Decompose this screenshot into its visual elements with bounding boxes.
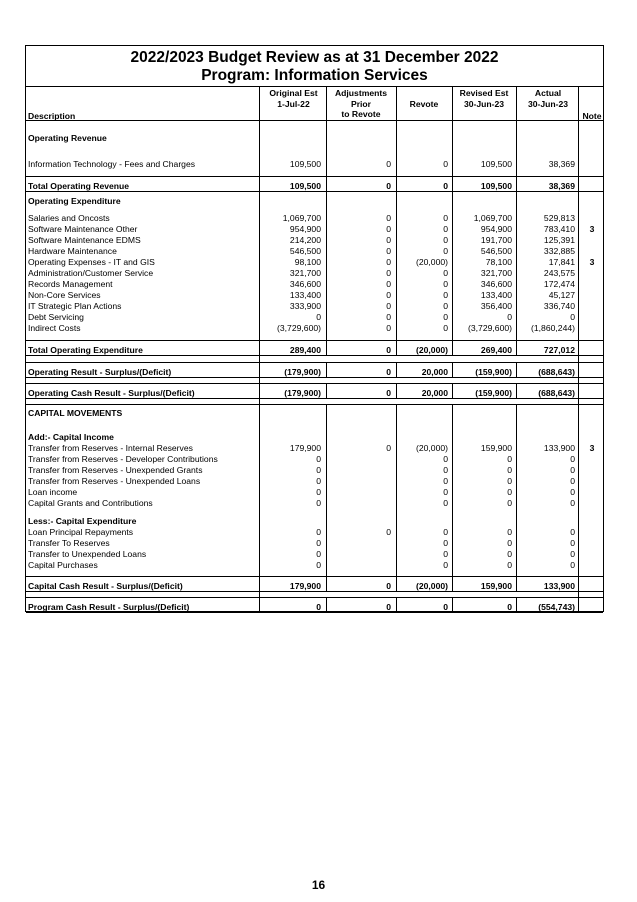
row-value-act: 0 <box>570 538 575 548</box>
row-value-revote: 0 <box>443 235 448 245</box>
row-value-adj: 0 <box>386 268 391 278</box>
cell-divider <box>516 176 517 191</box>
row-description: Total Operating Expenditure <box>28 345 143 355</box>
row-value-adj: 0 <box>386 323 391 333</box>
cell-divider <box>396 362 397 377</box>
cell-divider <box>326 576 327 591</box>
row-value-act: 0 <box>570 560 575 570</box>
row-value-adj: 0 <box>386 581 391 591</box>
row-value-adj: 0 <box>386 246 391 256</box>
report-title: 2022/2023 Budget Review as at 31 December 2022 <box>130 49 499 66</box>
header-description: Description <box>28 111 76 121</box>
row-value-revote: 0 <box>443 301 448 311</box>
row-note: 3 <box>589 443 595 453</box>
cell-divider <box>396 576 397 591</box>
cell-divider <box>516 383 517 398</box>
row-value-revote: 0 <box>443 181 448 191</box>
col-divider <box>326 86 327 176</box>
row-value-revote: (20,000) <box>415 257 448 267</box>
row-value-rev: 0 <box>507 560 512 570</box>
row-value-revote: (20,000) <box>415 345 448 355</box>
row-value-act: (554,743) <box>538 602 575 612</box>
row-note: 3 <box>589 257 595 267</box>
row-value-act: 133,900 <box>543 443 575 453</box>
row-value-adj: 0 <box>386 443 391 453</box>
program-title: Program: Information Services <box>201 67 428 84</box>
cell-divider <box>452 362 453 377</box>
row-divider <box>26 591 603 592</box>
row-value-adj: 0 <box>386 345 391 355</box>
row-value-orig: 0 <box>316 487 321 497</box>
row-value-revote: 0 <box>443 159 448 169</box>
row-description: Hardware Maintenance <box>28 246 117 256</box>
row-value-act: (1,860,244) <box>531 323 575 333</box>
header-actual-line1: Actual <box>534 88 562 98</box>
row-value-act: 0 <box>570 527 575 537</box>
cell-divider <box>516 597 517 612</box>
row-value-orig: 346,600 <box>289 279 321 289</box>
row-description: Transfer from Reserves - Internal Reserves <box>28 443 193 453</box>
header-revised-est-line2: 30-Jun-23 <box>463 98 505 109</box>
row-description: Software Maintenance EDMS <box>28 235 141 245</box>
row-description: Records Management <box>28 279 113 289</box>
row-value-rev: 0 <box>507 312 512 322</box>
cell-divider <box>326 597 327 612</box>
row-value-rev: 159,900 <box>480 581 512 591</box>
row-divider <box>26 355 603 356</box>
cell-divider <box>452 383 453 398</box>
row-value-orig: (179,900) <box>284 388 321 398</box>
col-divider <box>396 191 397 340</box>
cell-divider <box>452 340 453 355</box>
header-original-est <box>261 88 326 109</box>
header-actual-line2: 30-Jun-23 <box>527 98 569 109</box>
row-value-rev: 0 <box>507 602 512 612</box>
row-description: Transfer from Reserves - Developer Contributions <box>28 454 218 464</box>
row-value-adj: 0 <box>386 290 391 300</box>
row-value-act: 0 <box>570 465 575 475</box>
row-value-adj: 0 <box>386 388 391 398</box>
header-original-est-line2: 1-Jul-22 <box>277 98 310 109</box>
row-value-rev: 546,500 <box>480 246 512 256</box>
header-original-est-line1: Original Est <box>269 88 318 98</box>
row-value-rev: 109,500 <box>480 181 512 191</box>
row-value-revote: 0 <box>443 487 448 497</box>
row-value-revote: (20,000) <box>415 581 448 591</box>
row-value-adj: 0 <box>386 301 391 311</box>
row-description: Operating Result - Surplus/(Deficit) <box>28 367 172 377</box>
cell-divider <box>396 597 397 612</box>
row-value-adj: 0 <box>386 527 391 537</box>
row-value-act: 17,841 <box>548 257 575 267</box>
row-value-rev: 0 <box>507 527 512 537</box>
col-divider <box>396 404 397 576</box>
row-value-revote: 0 <box>443 549 448 559</box>
row-value-adj: 0 <box>386 279 391 289</box>
row-value-adj: 0 <box>386 602 391 612</box>
row-description: IT Strategic Plan Actions <box>28 301 122 311</box>
row-value-orig: 0 <box>316 527 321 537</box>
row-value-revote: 20,000 <box>421 388 448 398</box>
header-actual <box>516 88 580 109</box>
row-description: Transfer to Unexpended Loans <box>28 549 147 559</box>
row-value-revote: 0 <box>443 560 448 570</box>
row-value-orig: 321,700 <box>289 268 321 278</box>
row-value-act: 0 <box>570 549 575 559</box>
row-description: Transfer To Reserves <box>28 538 110 548</box>
row-value-rev: (3,729,600) <box>468 323 512 333</box>
row-value-orig: 333,900 <box>289 301 321 311</box>
row-value-act: 0 <box>570 454 575 464</box>
header-adjustments-line2: Prior <box>350 98 372 109</box>
row-value-rev: 0 <box>507 538 512 548</box>
row-value-rev: 109,500 <box>480 159 512 169</box>
row-value-revote: 0 <box>443 538 448 548</box>
col-divider <box>452 86 453 176</box>
row-value-act: 0 <box>570 476 575 486</box>
row-value-act: 0 <box>570 312 575 322</box>
row-description: Transfer from Reserves - Unexpended Grants <box>28 465 203 475</box>
cell-divider <box>326 362 327 377</box>
row-value-revote: 20,000 <box>421 367 448 377</box>
cell-divider <box>516 362 517 377</box>
row-value-rev: 0 <box>507 454 512 464</box>
page-number: 16 <box>311 878 326 892</box>
row-value-adj: 0 <box>386 181 391 191</box>
row-value-act: 125,391 <box>543 235 575 245</box>
row-value-orig: 109,500 <box>289 159 321 169</box>
row-description: Information Technology - Fees and Charges <box>28 159 196 169</box>
row-value-orig: 179,900 <box>289 581 321 591</box>
row-description: Loan Principal Repayments <box>28 527 134 537</box>
row-value-rev: 954,900 <box>480 224 512 234</box>
row-value-rev: 1,069,700 <box>473 213 512 223</box>
header-note: Note <box>582 111 602 121</box>
row-value-adj: 0 <box>386 213 391 223</box>
row-divider <box>26 612 603 613</box>
header-revised-est <box>452 88 516 109</box>
row-value-act: 172,474 <box>543 279 575 289</box>
row-value-rev: (159,900) <box>475 367 512 377</box>
cell-divider <box>452 597 453 612</box>
row-value-orig: 109,500 <box>289 181 321 191</box>
row-value-orig: 0 <box>316 549 321 559</box>
row-description: Administration/Customer Service <box>28 268 154 278</box>
row-description: CAPITAL MOVEMENTS <box>28 408 123 418</box>
row-value-orig: 0 <box>316 465 321 475</box>
row-value-orig: 954,900 <box>289 224 321 234</box>
row-value-adj: 0 <box>386 257 391 267</box>
row-value-rev: 0 <box>507 476 512 486</box>
row-value-revote: 0 <box>443 312 448 322</box>
row-description: Non-Core Services <box>28 290 101 300</box>
row-value-rev: 159,900 <box>480 443 512 453</box>
cell-divider <box>396 176 397 191</box>
row-value-revote: 0 <box>443 498 448 508</box>
col-divider <box>326 404 327 576</box>
row-value-orig: 0 <box>316 538 321 548</box>
row-value-act: 0 <box>570 498 575 508</box>
row-description: Less:- Capital Expenditure <box>28 516 137 526</box>
row-value-orig: (3,729,600) <box>277 323 321 333</box>
row-value-act: 38,369 <box>548 159 575 169</box>
row-value-adj: 0 <box>386 367 391 377</box>
row-value-act: 243,575 <box>543 268 575 278</box>
row-value-rev: 191,700 <box>480 235 512 245</box>
row-description: Add:- Capital Income <box>28 432 114 442</box>
row-value-rev: 321,700 <box>480 268 512 278</box>
row-value-revote: (20,000) <box>415 443 448 453</box>
budget-table <box>25 45 604 612</box>
row-value-act: 0 <box>570 487 575 497</box>
row-description: Salaries and Oncosts <box>28 213 110 223</box>
col-divider <box>452 404 453 576</box>
row-divider <box>26 377 603 378</box>
cell-divider <box>516 576 517 591</box>
row-value-orig: 214,200 <box>289 235 321 245</box>
row-description: Total Operating Revenue <box>28 181 130 191</box>
row-value-revote: 0 <box>443 476 448 486</box>
col-divider <box>396 86 397 176</box>
row-value-act: 133,900 <box>543 581 575 591</box>
row-value-act: (688,643) <box>538 388 575 398</box>
row-value-orig: 98,100 <box>294 257 321 267</box>
row-value-orig: 1,069,700 <box>282 213 321 223</box>
col-divider <box>516 191 517 340</box>
row-value-revote: 0 <box>443 246 448 256</box>
row-description: Debt Servicing <box>28 312 84 322</box>
row-value-rev: 346,600 <box>480 279 512 289</box>
cell-divider <box>396 383 397 398</box>
row-value-orig: (179,900) <box>284 367 321 377</box>
row-value-orig: 546,500 <box>289 246 321 256</box>
col-divider <box>452 191 453 340</box>
row-value-rev: 269,400 <box>480 345 512 355</box>
row-value-act: 727,012 <box>543 345 575 355</box>
row-value-revote: 0 <box>443 224 448 234</box>
row-value-revote: 0 <box>443 213 448 223</box>
row-value-rev: 0 <box>507 465 512 475</box>
col-divider <box>516 404 517 576</box>
row-description: Indirect Costs <box>28 323 81 333</box>
row-value-adj: 0 <box>386 224 391 234</box>
row-value-act: 336,740 <box>543 301 575 311</box>
row-value-rev: 78,100 <box>485 257 512 267</box>
row-value-revote: 0 <box>443 602 448 612</box>
row-value-act: (688,643) <box>538 367 575 377</box>
row-description: Operating Expenses - IT and GIS <box>28 257 155 267</box>
row-value-revote: 0 <box>443 527 448 537</box>
row-value-orig: 289,400 <box>289 345 321 355</box>
col-divider <box>326 191 327 340</box>
row-value-revote: 0 <box>443 454 448 464</box>
col-divider <box>516 86 517 176</box>
row-value-orig: 0 <box>316 498 321 508</box>
row-divider <box>26 398 603 399</box>
row-value-rev: 0 <box>507 498 512 508</box>
row-value-orig: 0 <box>316 476 321 486</box>
header-revote: Revote <box>409 99 439 109</box>
header-adjustments-line3: to Revote <box>341 109 381 119</box>
row-description: Capital Cash Result - Surplus/(Deficit) <box>28 581 183 591</box>
row-value-act: 38,369 <box>548 181 575 191</box>
row-value-act: 783,410 <box>543 224 575 234</box>
row-value-act: 45,127 <box>548 290 575 300</box>
row-value-orig: 0 <box>316 560 321 570</box>
cell-divider <box>396 340 397 355</box>
row-value-act: 529,813 <box>543 213 575 223</box>
row-value-revote: 0 <box>443 465 448 475</box>
row-value-adj: 0 <box>386 312 391 322</box>
row-value-orig: 133,400 <box>289 290 321 300</box>
row-description: Operating Revenue <box>28 133 107 143</box>
header-adjustments <box>326 88 396 120</box>
header-adjustments-line1: Adjustments <box>334 88 388 98</box>
row-description: Operating Cash Result - Surplus/(Deficit) <box>28 388 195 398</box>
row-value-rev: 356,400 <box>480 301 512 311</box>
row-value-orig: 0 <box>316 454 321 464</box>
row-description: Operating Expenditure <box>28 196 121 206</box>
row-value-revote: 0 <box>443 279 448 289</box>
row-description: Capital Purchases <box>28 560 98 570</box>
row-value-act: 332,885 <box>543 246 575 256</box>
cell-divider <box>452 176 453 191</box>
row-value-revote: 0 <box>443 323 448 333</box>
cell-divider <box>326 383 327 398</box>
row-value-orig: 0 <box>316 602 321 612</box>
row-value-adj: 0 <box>386 159 391 169</box>
row-value-rev: 0 <box>507 549 512 559</box>
row-value-rev: 0 <box>507 487 512 497</box>
row-value-adj: 0 <box>386 235 391 245</box>
row-note: 3 <box>589 224 595 234</box>
header-revised-est-line1: Revised Est <box>459 88 509 98</box>
row-value-rev: (159,900) <box>475 388 512 398</box>
row-value-orig: 179,900 <box>289 443 321 453</box>
row-value-revote: 0 <box>443 268 448 278</box>
row-description: Loan income <box>28 487 78 497</box>
row-description: Program Cash Result - Surplus/(Deficit) <box>28 602 190 612</box>
row-description: Transfer from Reserves - Unexpended Loans <box>28 476 201 486</box>
row-description: Software Maintenance Other <box>28 224 138 234</box>
row-description: Capital Grants and Contributions <box>28 498 153 508</box>
row-value-rev: 133,400 <box>480 290 512 300</box>
row-value-orig: 0 <box>316 312 321 322</box>
cell-divider <box>326 176 327 191</box>
cell-divider <box>516 340 517 355</box>
row-value-revote: 0 <box>443 290 448 300</box>
cell-divider <box>326 340 327 355</box>
cell-divider <box>452 576 453 591</box>
